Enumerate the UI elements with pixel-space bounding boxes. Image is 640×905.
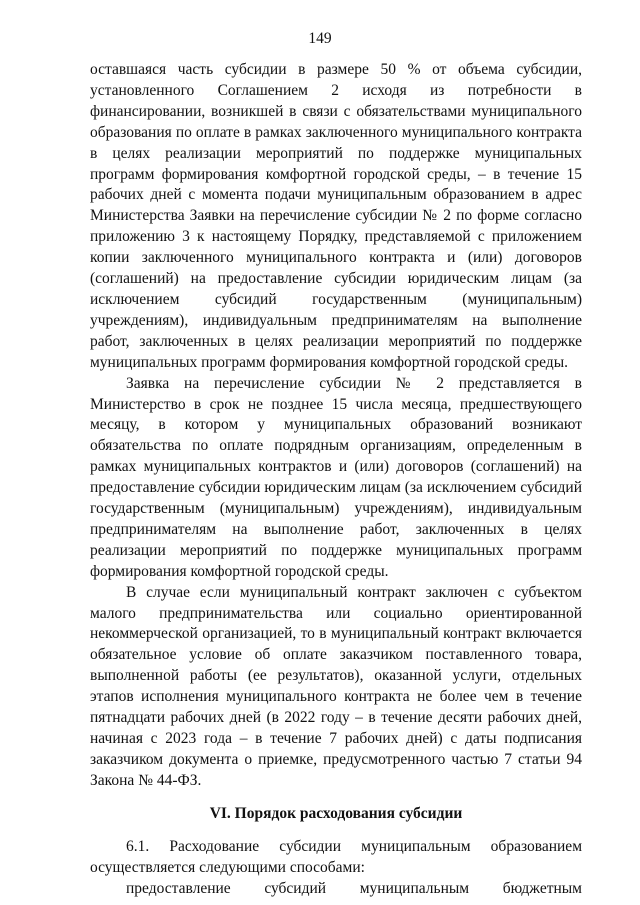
paragraph-provision-subsidies: предоставление субсидий муниципальным бюджетным [126,879,582,897]
page-number: 149 [308,30,332,47]
paragraph-remaining-subsidy: оставшаяся часть субсидии в размере 50 % от объема субсидии, установленного Соглашением 2 исходя из потребности в финансировании, возникшей в связи с обязательствами муниципального образования по оплате в рамках заключенного муниципального контракта в целях реализации мероприятий по поддержке муниципальных программ формирования комфортной городской среды, – в течение 15 рабочих дней с момента подачи муниципальным образованием в адрес Министерства Заявки на перечисление субсидии № 2 по форме согласно приложению 3 к настоящему Порядку, представляемой с приложением копии заключенного муниципального контракта и (или) договоров (соглашений) на предоставление субсидии юридическим лицам (за исключением субсидий государственным (муниципальным) учреждениям), индивидуальным предпринимателям на выполнение работ, заключенных в целях реализации мероприятий по поддержке муниципальных программ формирования комфортной городской среды. [90,61,582,371]
paragraph-6-1: 6.1. Расходование субсидии муниципальным образованием осуществляется следующими способами: [90,837,582,876]
document-body [90,60,582,899]
paragraph-small-business-contract: В случае если муниципальный контракт заключен с субъектом малого предпринимательства или социально ориентированной некоммерческой организацией, то в муниципальный контракт включается обязательное условие об оплате заказчиком поставленного товара, выполненной работы (ее результатов), оказанной услуги, отдельных этапов исполнения муниципального контракта не более чем в течение пятнадцати рабочих дней (в 2022 году – в течение десяти рабочих дней, начиная с 2023 года – в течение 7 рабочих дней) с даты подписания заказчиком документа о приемке, предусмотренного частью 7 статьи 94 Закона № 44-ФЗ. [90,583,582,789]
section-heading: VI. Порядок расходования субсидии [209,804,463,822]
paragraph-application-deadline: Заявка на перечисление субсидии № 2 представляется в Министерство в срок не позднее 15 числа месяца, предшествующего месяцу, в котором у муниципальных образований возникают обязательства по оплате подрядным организациям, определенным в рамках муниципальных контрактов и (или) договоров (соглашений) на предоставление субсидии юридическим лицам (за исключением субсидий государственным (муниципальным) учреждениям), индивидуальным предпринимателям на выполнение работ, заключенных в целях реализации мероприятий по поддержке муниципальных программ формирования комфортной городской среды. [90,374,582,580]
